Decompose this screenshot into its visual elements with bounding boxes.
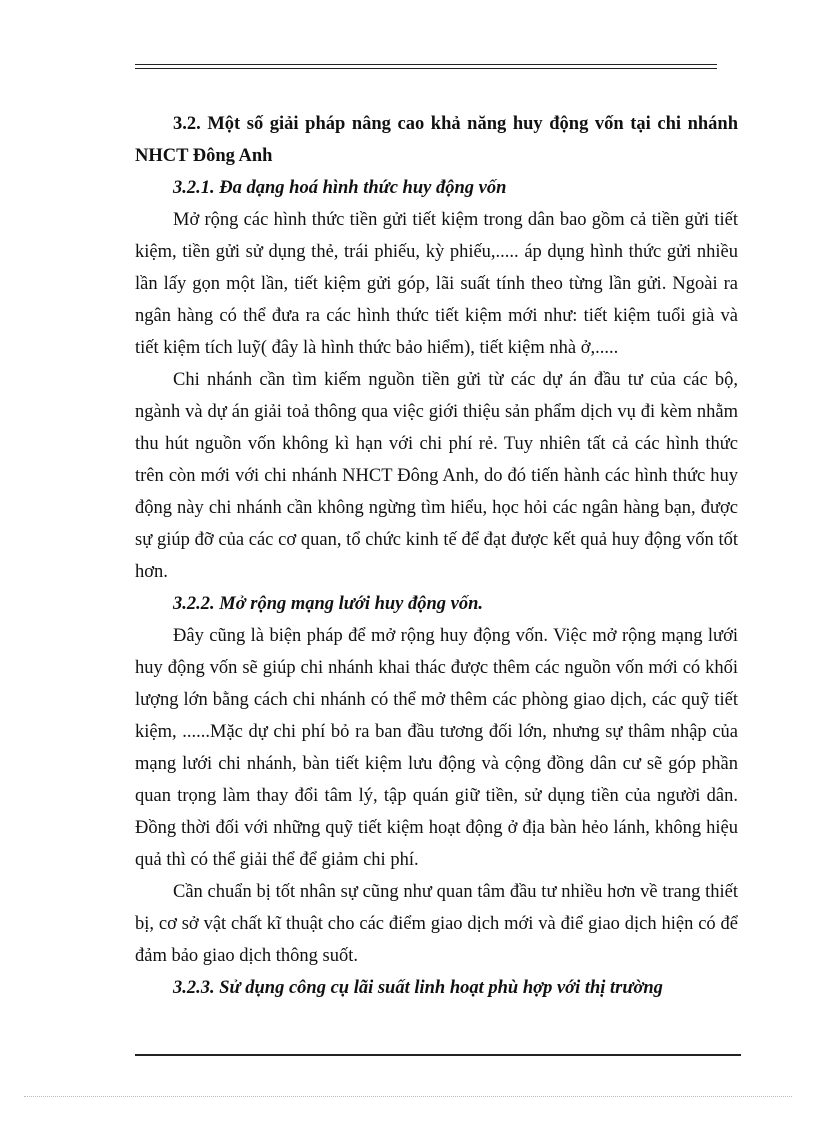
header-rule xyxy=(135,64,717,69)
page-body xyxy=(135,108,738,1004)
subsection-heading-3-2-1: 3.2.1. Đa dạng hoá hình thức huy động vốn xyxy=(173,178,507,198)
paragraph: Mở rộng các hình thức tiền gửi tiết kiệm trong dân bao gồm cả tiền gửi tiết kiệm, tiền gửi sử dụng thẻ, trái phiếu, kỳ phiếu,..... áp dụng hình thức gửi nhiều lần lấy gọn một lần, tiết kiệm gửi góp, lãi suất tính theo từng lần gửi. Ngoài ra ngân hàng có thể đưa ra các hình thức tiết kiệm mới như: tiết kiệm tuổi già và tiết kiệm tích luỹ( đây là hình thức bảo hiểm), tiết kiệm nhà ở,..... xyxy=(135,210,738,358)
paragraph: Chi nhánh cần tìm kiếm nguồn tiền gửi từ các dự án đầu tư của các bộ, ngành và dự án giải toả thông qua việc giới thiệu sản phẩm dịch vụ đi kèm nhằm thu hút nguồn vốn không kì hạn với chi phí rẻ. Tuy nhiên tất cả các hình thức trên còn mới với chi nhánh NHCT Đông Anh, do đó tiến hành các hình thức huy động này chi nhánh cần không ngừng tìm hiểu, học hỏi các ngân hàng bạn, được sự giúp đỡ của các cơ quan, tổ chức kinh tế để đạt được kết quả huy động vốn tốt hơn. xyxy=(135,370,738,582)
subsection-heading-3-2-2: 3.2.2. Mở rộng mạng lưới huy động vốn. xyxy=(173,594,484,614)
section-heading: 3.2. Một số giải pháp nâng cao khả năng huy động vốn tại chi nhánh NHCT Đông Anh xyxy=(135,114,738,166)
subsection-heading-3-2-3: 3.2.3. Sử dụng công cụ lãi suất linh hoạt phù hợp với thị trường xyxy=(173,978,663,998)
page-boundary-line xyxy=(24,1096,792,1097)
paragraph: Cần chuẩn bị tốt nhân sự cũng như quan tâm đầu tư nhiều hơn về trang thiết bị, cơ sở vật chất kĩ thuật cho các điểm giao dịch mới và điể giao dịch hiện có để đảm bảo giao dịch thông suốt. xyxy=(135,882,738,966)
footer-rule xyxy=(135,1054,741,1056)
paragraph: Đây cũng là biện pháp để mở rộng huy động vốn. Việc mở rộng mạng lưới huy động vốn sẽ giúp chi nhánh khai thác được thêm các nguồn vốn mới có khối lượng lớn bằng cách chi nhánh có thể mở thêm các phòng giao dịch, các quỹ tiết kiệm, ......Mặc dự chi phí bỏ ra ban đầu tương đối lớn, nhưng sự thâm nhập của mạng lưới chi nhánh, bàn tiết kiệm lưu động và cộng đồng dân cư sẽ góp phần quan trọng làm thay đổi tâm lý, tập quán giữ tiền, sử dụng tiền của người dân. Đồng thời đối với những quỹ tiết kiệm hoạt động ở địa bàn hẻo lánh, không hiệu quả thì có thể giải thể để giảm chi phí. xyxy=(135,626,738,870)
